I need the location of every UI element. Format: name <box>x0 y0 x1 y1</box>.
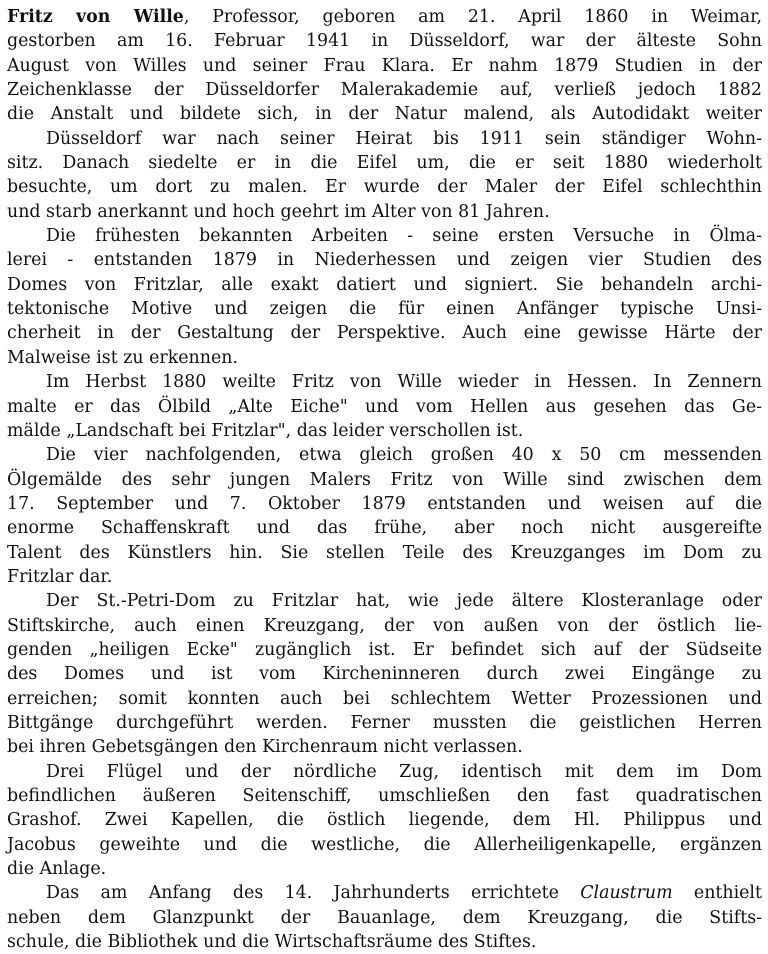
text-fragment: enthielt <box>672 883 762 904</box>
text-line: genden „heiligen Ecke" zugänglich ist. Er befindet sich auf der Südseite <box>7 639 762 660</box>
text-line: tektonische Motive und zeigen die für einen Anfänger typische Unsi- <box>7 299 762 320</box>
paragraph <box>7 370 762 443</box>
text-line: Zeichenklasse der Düsseldorfer Malerakademie auf, verließ jedoch 1882 <box>7 80 762 101</box>
paragraph <box>7 881 762 954</box>
text-line: bei ihren Gebetsgängen den Kirchenraum nicht verlassen. <box>7 737 523 758</box>
paragraph-intro <box>7 5 762 127</box>
text-line: Ölgemälde des sehr jungen Malers Fritz von Wille sind zwischen dem <box>7 469 762 490</box>
text-line: Die frühesten bekannten Arbeiten - seine ersten Versuche in Ölma- <box>46 226 762 247</box>
text-line: Malweise ist zu erkennen. <box>7 347 238 368</box>
text-line: die Anstalt und bildete sich, in der Natur malend, als Autodidakt weiter <box>7 104 762 125</box>
text-line: Jacobus geweihte und die westliche, die Allerheiligenkapelle, ergänzen <box>7 834 762 855</box>
text-line: mälde „Landschaft bei Fritzlar", das leider verschollen ist. <box>7 420 524 441</box>
text-line: Stiftskirche, auch einen Kreuzgang, der von außen von der östlich lie- <box>7 615 762 636</box>
text-line: Grashof. Zwei Kapellen, die östlich liegende, dem Hl. Philippus und <box>7 810 762 831</box>
text-line: erreichen; somit konnten auch bei schlechtem Wetter Prozessionen und <box>7 688 762 709</box>
document-page <box>7 5 762 954</box>
text-line: Bittgänge durchgeführt werden. Ferner mussten die geistlichen Herren <box>7 712 762 733</box>
text-line: Der St.-Petri-Dom zu Fritzlar hat, wie jede ältere Klosteranlage oder <box>46 591 762 612</box>
paragraph <box>7 760 762 882</box>
text-line: des Domes und ist vom Kircheninneren durch zwei Eingänge zu <box>7 664 762 685</box>
text-line: Talent des Künstlers hin. Sie stellen Teile des Kreuzganges im Dom zu <box>7 542 762 563</box>
text-line: malte er das Ölbild „Alte Eiche" und vom Hellen aus gesehen das Ge- <box>7 396 762 417</box>
emphasized-term: Claustrum <box>580 883 673 904</box>
text-line: besuchte, um dort zu malen. Er wurde der Maler der Eifel schlechthin <box>7 177 762 198</box>
text-line: schule, die Bibliothek und die Wirtschaftsräume des Stiftes. <box>7 932 537 953</box>
paragraph <box>7 443 762 589</box>
paragraph <box>7 224 762 370</box>
text-fragment: Das am Anfang des 14. Jahrhunderts errichtete <box>46 883 581 904</box>
text-line: lerei - entstanden 1879 in Niederhessen und zeigen vier Studien des <box>7 250 762 271</box>
text-line: und starb anerkannt und hoch geehrt im Alter von 81 Jahren. <box>7 201 550 222</box>
text-line: enorme Schaffenskraft und das frühe, aber noch nicht ausgereifte <box>7 518 762 539</box>
text-line: gestorben am 16. Februar 1941 in Düsseldorf, war der älteste Sohn <box>7 31 762 52</box>
paragraph <box>7 589 762 759</box>
paragraph <box>7 127 762 224</box>
text-line: Domes von Fritzlar, alle exakt datiert und signiert. Sie behandeln archi- <box>7 274 762 295</box>
text-line: 17. September und 7. Oktober 1879 entstanden und weisen auf die <box>7 493 762 514</box>
text-line: Die vier nachfolgenden, etwa gleich großen 40 x 50 cm messenden <box>46 445 762 466</box>
text-line: Fritzlar dar. <box>7 566 113 587</box>
text-line: Düsseldorf war nach seiner Heirat bis 1911 sein ständiger Wohn- <box>46 128 762 149</box>
text-line: August von Willes und seiner Frau Klara. Er nahm 1879 Studien in der <box>7 55 762 76</box>
text-line <box>7 5 762 29</box>
text-line <box>7 881 762 905</box>
person-name: Fritz von Wille <box>7 7 184 27</box>
text-line: cherheit in der Gestaltung der Perspektive. Auch eine gewisse Härte der <box>7 323 762 344</box>
text-fragment: , Professor, geboren am 21. April 1860 in Weimar, <box>183 7 762 27</box>
text-line: Drei Flügel und der nördliche Zug, identisch mit dem im Dom <box>46 761 762 782</box>
text-line: Im Herbst 1880 weilte Fritz von Wille wieder in Hessen. In Zennern <box>46 372 762 393</box>
text-line: befindlichen äußeren Seitenschiff, umschließen den fast quadratischen <box>7 786 762 806</box>
text-line: neben dem Glanzpunkt der Bauanlage, dem Kreuzgang, die Stifts- <box>7 907 762 928</box>
text-line: die Anlage. <box>7 859 107 880</box>
text-line: sitz. Danach siedelte er in die Eifel um, die er seit 1880 wiederholt <box>7 153 762 174</box>
